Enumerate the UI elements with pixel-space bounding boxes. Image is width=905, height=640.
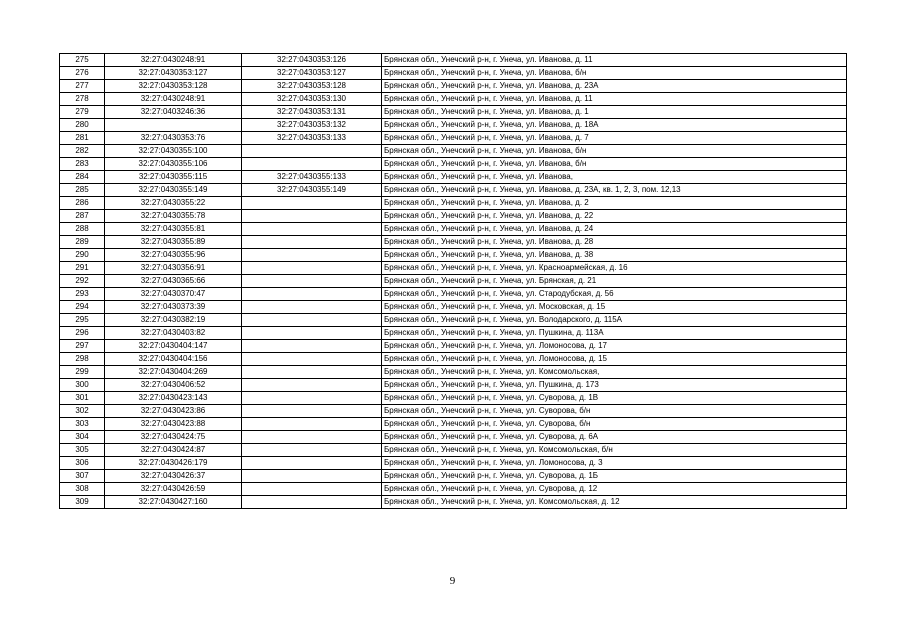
cadastral-number-cell: 32:27:0430404:156 xyxy=(105,353,242,366)
row-number-cell: 279 xyxy=(60,106,105,119)
building-number-cell xyxy=(242,314,382,327)
building-number-cell xyxy=(242,145,382,158)
cadastral-number-cell: 32:27:0430423:86 xyxy=(105,405,242,418)
address-cell: Брянская обл., Унечский р-н, г. Унеча, ул. Ломоносова, д. 17 xyxy=(382,340,847,353)
address-cell: Брянская обл., Унечский р-н, г. Унеча, ул. Комсомольская, д. 12 xyxy=(382,496,847,509)
cadastral-number-cell: 32:27:0430424:75 xyxy=(105,431,242,444)
table-row xyxy=(60,80,847,93)
building-number-cell xyxy=(242,405,382,418)
building-number-cell xyxy=(242,431,382,444)
cadastral-number-cell: 32:27:0430370:47 xyxy=(105,288,242,301)
building-number-cell: 32:27:0430355:149 xyxy=(242,184,382,197)
row-number-cell: 293 xyxy=(60,288,105,301)
building-number-cell xyxy=(242,327,382,340)
row-number-cell: 300 xyxy=(60,379,105,392)
row-number-cell: 302 xyxy=(60,405,105,418)
building-number-cell: 32:27:0430353:127 xyxy=(242,67,382,80)
address-cell: Брянская обл., Унечский р-н, г. Унеча, ул. Красноармейская, д. 16 xyxy=(382,262,847,275)
address-cell: Брянская обл., Унечский р-н, г. Унеча, ул. Иванова, д. 23А xyxy=(382,80,847,93)
table-row xyxy=(60,184,847,197)
address-cell: Брянская обл., Унечский р-н, г. Унеча, ул. Ломоносова, д. 15 xyxy=(382,353,847,366)
row-number-cell: 287 xyxy=(60,210,105,223)
table-row xyxy=(60,470,847,483)
address-cell: Брянская обл., Унечский р-н, г. Унеча, ул. Иванова, д. 7 xyxy=(382,132,847,145)
building-number-cell xyxy=(242,288,382,301)
row-number-cell: 309 xyxy=(60,496,105,509)
address-cell: Брянская обл., Унечский р-н, г. Унеча, ул. Суворова, д. 1Б xyxy=(382,470,847,483)
building-number-cell: 32:27:0430355:133 xyxy=(242,171,382,184)
cadastral-number-cell: 32:27:0430248:91 xyxy=(105,54,242,67)
table-row xyxy=(60,444,847,457)
building-number-cell xyxy=(242,236,382,249)
row-number-cell: 297 xyxy=(60,340,105,353)
cadastral-table xyxy=(59,53,847,509)
building-number-cell xyxy=(242,353,382,366)
table-row xyxy=(60,119,847,132)
address-cell: Брянская обл., Унечский р-н, г. Унеча, ул. Володарского, д. 115А xyxy=(382,314,847,327)
row-number-cell: 277 xyxy=(60,80,105,93)
row-number-cell: 289 xyxy=(60,236,105,249)
address-cell: Брянская обл., Унечский р-н, г. Унеча, ул. Суворова, б/н xyxy=(382,405,847,418)
building-number-cell xyxy=(242,340,382,353)
address-cell: Брянская обл., Унечский р-н, г. Унеча, ул. Иванова, д. 2 xyxy=(382,197,847,210)
cadastral-number-cell: 32:27:0430355:115 xyxy=(105,171,242,184)
cadastral-number-cell: 32:27:0430426:59 xyxy=(105,483,242,496)
row-number-cell: 304 xyxy=(60,431,105,444)
cadastral-number-cell: 32:27:0430404:147 xyxy=(105,340,242,353)
table-row xyxy=(60,249,847,262)
cadastral-number-cell: 32:27:0430423:88 xyxy=(105,418,242,431)
table-row xyxy=(60,93,847,106)
building-number-cell xyxy=(242,392,382,405)
cadastral-number-cell: 32:27:0430403:82 xyxy=(105,327,242,340)
cadastral-number-cell xyxy=(105,119,242,132)
row-number-cell: 296 xyxy=(60,327,105,340)
address-cell: Брянская обл., Унечский р-н, г. Унеча, ул. Иванова, д. 11 xyxy=(382,93,847,106)
row-number-cell: 278 xyxy=(60,93,105,106)
address-cell: Брянская обл., Унечский р-н, г. Унеча, ул. Стародубская, д. 56 xyxy=(382,288,847,301)
table-row xyxy=(60,405,847,418)
table-row xyxy=(60,314,847,327)
address-cell: Брянская обл., Унечский р-н, г. Унеча, ул. Пушкина, д. 173 xyxy=(382,379,847,392)
cadastral-number-cell: 32:27:0430248:91 xyxy=(105,93,242,106)
building-number-cell xyxy=(242,223,382,236)
table-row xyxy=(60,236,847,249)
address-cell: Брянская обл., Унечский р-н, г. Унеча, ул. Иванова, д. 22 xyxy=(382,210,847,223)
cadastral-number-cell: 32:27:0430424:87 xyxy=(105,444,242,457)
table-row xyxy=(60,379,847,392)
cadastral-number-cell: 32:27:0430373:39 xyxy=(105,301,242,314)
row-number-cell: 282 xyxy=(60,145,105,158)
address-cell: Брянская обл., Унечский р-н, г. Унеча, ул. Суворова, б/н xyxy=(382,418,847,431)
table-row xyxy=(60,106,847,119)
building-number-cell xyxy=(242,210,382,223)
address-cell: Брянская обл., Унечский р-н, г. Унеча, ул. Иванова, д. 28 xyxy=(382,236,847,249)
cadastral-number-cell: 32:27:0430355:89 xyxy=(105,236,242,249)
address-cell: Брянская обл., Унечский р-н, г. Унеча, ул. Иванова, д. 38 xyxy=(382,249,847,262)
row-number-cell: 276 xyxy=(60,67,105,80)
table-row xyxy=(60,223,847,236)
table-row xyxy=(60,145,847,158)
row-number-cell: 291 xyxy=(60,262,105,275)
table-row xyxy=(60,54,847,67)
cadastral-number-cell: 32:27:0430355:78 xyxy=(105,210,242,223)
row-number-cell: 288 xyxy=(60,223,105,236)
table-row xyxy=(60,392,847,405)
row-number-cell: 295 xyxy=(60,314,105,327)
table-row xyxy=(60,496,847,509)
cadastral-number-cell: 32:27:0430382:19 xyxy=(105,314,242,327)
address-cell: Брянская обл., Унечский р-н, г. Унеча, ул. Пушкина, д. 113А xyxy=(382,327,847,340)
address-cell: Брянская обл., Унечский р-н, г. Унеча, ул. Иванова, д. 11 xyxy=(382,54,847,67)
address-cell: Брянская обл., Унечский р-н, г. Унеча, ул. Иванова, д. 18А xyxy=(382,119,847,132)
table-row xyxy=(60,67,847,80)
table-row xyxy=(60,353,847,366)
address-cell: Брянская обл., Унечский р-н, г. Унеча, ул. Комсомольская, б/н xyxy=(382,444,847,457)
address-cell: Брянская обл., Унечский р-н, г. Унеча, ул. Ломоносова, д. 3 xyxy=(382,457,847,470)
row-number-cell: 284 xyxy=(60,171,105,184)
table-row xyxy=(60,457,847,470)
cadastral-number-cell: 32:27:0430426:179 xyxy=(105,457,242,470)
address-cell: Брянская обл., Унечский р-н, г. Унеча, ул. Иванова, б/н xyxy=(382,158,847,171)
cadastral-number-cell: 32:27:0430355:149 xyxy=(105,184,242,197)
address-cell: Брянская обл., Унечский р-н, г. Унеча, ул. Суворова, д. 12 xyxy=(382,483,847,496)
building-number-cell: 32:27:0430353:132 xyxy=(242,119,382,132)
row-number-cell: 303 xyxy=(60,418,105,431)
table-row xyxy=(60,262,847,275)
row-number-cell: 306 xyxy=(60,457,105,470)
building-number-cell xyxy=(242,249,382,262)
cadastral-number-cell: 32:27:0403246:36 xyxy=(105,106,242,119)
row-number-cell: 283 xyxy=(60,158,105,171)
row-number-cell: 305 xyxy=(60,444,105,457)
table-row xyxy=(60,210,847,223)
row-number-cell: 286 xyxy=(60,197,105,210)
address-cell: Брянская обл., Унечский р-н, г. Унеча, ул. Комсомольская, xyxy=(382,366,847,379)
cadastral-number-cell: 32:27:0430355:100 xyxy=(105,145,242,158)
row-number-cell: 290 xyxy=(60,249,105,262)
row-number-cell: 301 xyxy=(60,392,105,405)
table-row xyxy=(60,431,847,444)
building-number-cell xyxy=(242,483,382,496)
row-number-cell: 280 xyxy=(60,119,105,132)
table-row xyxy=(60,288,847,301)
address-cell: Брянская обл., Унечский р-н, г. Унеча, ул. Суворова, д. 6А xyxy=(382,431,847,444)
cadastral-number-cell: 32:27:0430365:66 xyxy=(105,275,242,288)
building-number-cell xyxy=(242,301,382,314)
table-row xyxy=(60,132,847,145)
building-number-cell xyxy=(242,470,382,483)
row-number-cell: 308 xyxy=(60,483,105,496)
table-body xyxy=(60,54,847,509)
cadastral-number-cell: 32:27:0430406:52 xyxy=(105,379,242,392)
table-row xyxy=(60,418,847,431)
row-number-cell: 285 xyxy=(60,184,105,197)
address-cell: Брянская обл., Унечский р-н, г. Унеча, ул. Иванова, д. 23А, кв. 1, 2, 3, пом. 12,13 xyxy=(382,184,847,197)
table-row xyxy=(60,301,847,314)
cadastral-number-cell: 32:27:0430353:127 xyxy=(105,67,242,80)
address-cell: Брянская обл., Унечский р-н, г. Унеча, ул. Суворова, д. 1В xyxy=(382,392,847,405)
cadastral-number-cell: 32:27:0430427:160 xyxy=(105,496,242,509)
cadastral-number-cell: 32:27:0430355:96 xyxy=(105,249,242,262)
row-number-cell: 275 xyxy=(60,54,105,67)
cadastral-number-cell: 32:27:0430353:76 xyxy=(105,132,242,145)
row-number-cell: 281 xyxy=(60,132,105,145)
table-row xyxy=(60,171,847,184)
building-number-cell xyxy=(242,457,382,470)
building-number-cell: 32:27:0430353:131 xyxy=(242,106,382,119)
building-number-cell xyxy=(242,158,382,171)
page-number: 9 xyxy=(449,575,456,587)
row-number-cell: 298 xyxy=(60,353,105,366)
building-number-cell: 32:27:0430353:126 xyxy=(242,54,382,67)
row-number-cell: 292 xyxy=(60,275,105,288)
row-number-cell: 307 xyxy=(60,470,105,483)
address-cell: Брянская обл., Унечский р-н, г. Унеча, ул. Иванова, xyxy=(382,171,847,184)
address-cell: Брянская обл., Унечский р-н, г. Унеча, ул. Иванова, д. 1 xyxy=(382,106,847,119)
table-row xyxy=(60,483,847,496)
building-number-cell xyxy=(242,262,382,275)
address-cell: Брянская обл., Унечский р-н, г. Унеча, ул. Иванова, б/н xyxy=(382,67,847,80)
table-row xyxy=(60,197,847,210)
address-cell: Брянская обл., Унечский р-н, г. Унеча, ул. Иванова, б/н xyxy=(382,145,847,158)
building-number-cell xyxy=(242,379,382,392)
table-row xyxy=(60,275,847,288)
building-number-cell xyxy=(242,418,382,431)
cadastral-number-cell: 32:27:0430404:269 xyxy=(105,366,242,379)
building-number-cell: 32:27:0430353:133 xyxy=(242,132,382,145)
building-number-cell xyxy=(242,366,382,379)
cadastral-number-cell: 32:27:0430355:81 xyxy=(105,223,242,236)
table-row xyxy=(60,366,847,379)
table-row xyxy=(60,158,847,171)
table-row xyxy=(60,340,847,353)
address-cell: Брянская обл., Унечский р-н, г. Унеча, ул. Московская, д. 15 xyxy=(382,301,847,314)
cadastral-number-cell: 32:27:0430426:37 xyxy=(105,470,242,483)
row-number-cell: 294 xyxy=(60,301,105,314)
table-row xyxy=(60,327,847,340)
cadastral-number-cell: 32:27:0430353:128 xyxy=(105,80,242,93)
cadastral-number-cell: 32:27:0430423:143 xyxy=(105,392,242,405)
building-number-cell: 32:27:0430353:130 xyxy=(242,93,382,106)
address-cell: Брянская обл., Унечский р-н, г. Унеча, ул. Брянская, д. 21 xyxy=(382,275,847,288)
building-number-cell xyxy=(242,496,382,509)
cadastral-number-cell: 32:27:0430355:22 xyxy=(105,197,242,210)
building-number-cell xyxy=(242,275,382,288)
cadastral-number-cell: 32:27:0430355:106 xyxy=(105,158,242,171)
building-number-cell: 32:27:0430353:128 xyxy=(242,80,382,93)
building-number-cell xyxy=(242,197,382,210)
cadastral-number-cell: 32:27:0430356:91 xyxy=(105,262,242,275)
address-cell: Брянская обл., Унечский р-н, г. Унеча, ул. Иванова, д. 24 xyxy=(382,223,847,236)
row-number-cell: 299 xyxy=(60,366,105,379)
building-number-cell xyxy=(242,444,382,457)
